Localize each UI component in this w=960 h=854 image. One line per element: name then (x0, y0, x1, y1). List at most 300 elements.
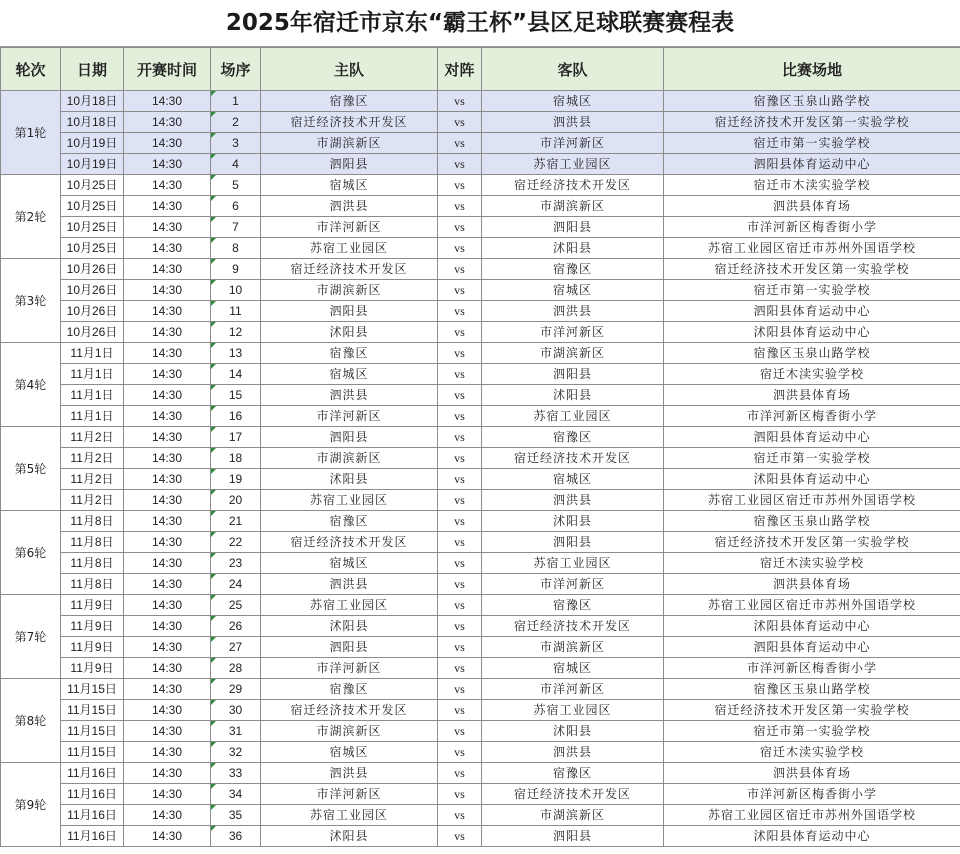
venue-cell[interactable]: 宿迁经济技术开发区第一实验学校 (664, 700, 960, 721)
match-no-cell[interactable]: 26 (211, 616, 261, 637)
match-no-cell[interactable]: 28 (211, 658, 261, 679)
match-no-cell[interactable]: 2 (211, 112, 261, 133)
away-team-cell[interactable]: 市洋河新区 (482, 574, 664, 595)
home-team-cell[interactable]: 宿豫区 (261, 679, 438, 700)
match-no-cell[interactable]: 32 (211, 742, 261, 763)
venue-cell[interactable]: 泗阳县体育运动中心 (664, 637, 960, 658)
vs-cell[interactable]: vs (438, 406, 482, 427)
home-team-cell[interactable]: 市洋河新区 (261, 217, 438, 238)
vs-cell[interactable]: vs (438, 616, 482, 637)
vs-cell[interactable]: vs (438, 175, 482, 196)
away-team-cell[interactable]: 宿城区 (482, 280, 664, 301)
match-no-cell[interactable]: 31 (211, 721, 261, 742)
time-cell[interactable]: 14:30 (124, 700, 211, 721)
date-cell[interactable]: 11月15日 (61, 742, 124, 763)
match-no-cell[interactable]: 15 (211, 385, 261, 406)
header-match-no[interactable]: 场序 (211, 48, 261, 91)
table-row (1, 658, 960, 679)
date-cell[interactable]: 10月25日 (61, 217, 124, 238)
table-row (1, 175, 960, 196)
venue-cell[interactable]: 泗阳县体育运动中心 (664, 154, 960, 175)
vs-cell[interactable]: vs (438, 511, 482, 532)
away-team-cell[interactable]: 宿迁经济技术开发区 (482, 448, 664, 469)
match-no-cell[interactable]: 8 (211, 238, 261, 259)
time-cell[interactable]: 14:30 (124, 154, 211, 175)
match-no-cell[interactable]: 27 (211, 637, 261, 658)
header-date[interactable]: 日期 (61, 48, 124, 91)
vs-cell[interactable]: vs (438, 532, 482, 553)
date-cell[interactable]: 11月15日 (61, 700, 124, 721)
away-team-cell[interactable]: 泗阳县 (482, 826, 664, 847)
venue-cell[interactable]: 苏宿工业园区宿迁市苏州外国语学校 (664, 805, 960, 826)
away-team-cell[interactable]: 泗阳县 (482, 532, 664, 553)
time-cell[interactable]: 14:30 (124, 322, 211, 343)
away-team-cell[interactable]: 泗洪县 (482, 742, 664, 763)
venue-cell[interactable]: 宿迁经济技术开发区第一实验学校 (664, 532, 960, 553)
date-cell[interactable]: 10月26日 (61, 301, 124, 322)
venue-cell[interactable]: 沭阳县体育运动中心 (664, 469, 960, 490)
time-cell[interactable]: 14:30 (124, 469, 211, 490)
home-team-cell[interactable]: 泗阳县 (261, 301, 438, 322)
table-row (1, 679, 960, 700)
venue-cell[interactable]: 宿迁市第一实验学校 (664, 280, 960, 301)
table-row (1, 133, 960, 154)
match-no-cell[interactable]: 1 (211, 91, 261, 112)
date-cell[interactable]: 10月19日 (61, 154, 124, 175)
away-team-cell[interactable]: 苏宿工业园区 (482, 700, 664, 721)
match-no-cell[interactable]: 9 (211, 259, 261, 280)
time-cell[interactable]: 14:30 (124, 448, 211, 469)
home-team-cell[interactable]: 苏宿工业园区 (261, 595, 438, 616)
date-cell[interactable]: 11月9日 (61, 658, 124, 679)
header-away[interactable]: 客队 (482, 48, 664, 91)
away-team-cell[interactable]: 苏宿工业园区 (482, 154, 664, 175)
venue-cell[interactable]: 宿迁经济技术开发区第一实验学校 (664, 112, 960, 133)
venue-cell[interactable]: 沭阳县体育运动中心 (664, 322, 960, 343)
table-row (1, 406, 960, 427)
home-team-cell[interactable]: 沭阳县 (261, 616, 438, 637)
away-team-cell[interactable]: 宿豫区 (482, 259, 664, 280)
home-team-cell[interactable]: 宿迁经济技术开发区 (261, 112, 438, 133)
venue-cell[interactable]: 宿迁木渎实验学校 (664, 553, 960, 574)
header-row (1, 48, 960, 91)
home-team-cell[interactable]: 市洋河新区 (261, 406, 438, 427)
away-team-cell[interactable]: 市湖滨新区 (482, 637, 664, 658)
home-team-cell[interactable]: 苏宿工业园区 (261, 238, 438, 259)
round-cell[interactable]: 第1轮 (1, 91, 61, 175)
venue-cell[interactable]: 市洋河新区梅香街小学 (664, 658, 960, 679)
date-cell[interactable]: 11月1日 (61, 343, 124, 364)
time-cell[interactable]: 14:30 (124, 763, 211, 784)
match-no-cell[interactable]: 18 (211, 448, 261, 469)
match-no-cell[interactable]: 34 (211, 784, 261, 805)
vs-cell[interactable]: vs (438, 658, 482, 679)
time-cell[interactable]: 14:30 (124, 826, 211, 847)
home-team-cell[interactable]: 宿迁经济技术开发区 (261, 259, 438, 280)
time-cell[interactable]: 14:30 (124, 574, 211, 595)
vs-cell[interactable]: vs (438, 469, 482, 490)
table-row (1, 322, 960, 343)
vs-cell[interactable]: vs (438, 196, 482, 217)
vs-cell[interactable]: vs (438, 574, 482, 595)
match-no-cell[interactable]: 19 (211, 469, 261, 490)
match-no-cell[interactable]: 16 (211, 406, 261, 427)
home-team-cell[interactable]: 市湖滨新区 (261, 280, 438, 301)
time-cell[interactable]: 14:30 (124, 742, 211, 763)
away-team-cell[interactable]: 泗阳县 (482, 364, 664, 385)
venue-cell[interactable]: 沭阳县体育运动中心 (664, 826, 960, 847)
date-cell[interactable]: 10月18日 (61, 91, 124, 112)
date-cell[interactable]: 11月8日 (61, 553, 124, 574)
venue-cell[interactable]: 泗阳县体育运动中心 (664, 427, 960, 448)
match-no-cell[interactable]: 5 (211, 175, 261, 196)
home-team-cell[interactable]: 市湖滨新区 (261, 133, 438, 154)
match-no-cell[interactable]: 20 (211, 490, 261, 511)
vs-cell[interactable]: vs (438, 784, 482, 805)
date-cell[interactable]: 10月25日 (61, 175, 124, 196)
table-row (1, 763, 960, 784)
time-cell[interactable]: 14:30 (124, 616, 211, 637)
vs-cell[interactable]: vs (438, 448, 482, 469)
schedule-table (0, 47, 960, 847)
date-cell[interactable]: 11月9日 (61, 637, 124, 658)
vs-cell[interactable]: vs (438, 805, 482, 826)
venue-cell[interactable]: 宿豫区玉泉山路学校 (664, 343, 960, 364)
date-cell[interactable]: 11月2日 (61, 427, 124, 448)
match-no-cell[interactable]: 30 (211, 700, 261, 721)
vs-cell[interactable]: vs (438, 553, 482, 574)
date-cell[interactable]: 11月2日 (61, 490, 124, 511)
home-team-cell[interactable]: 宿豫区 (261, 511, 438, 532)
home-team-cell[interactable]: 市洋河新区 (261, 784, 438, 805)
home-team-cell[interactable]: 泗阳县 (261, 637, 438, 658)
table-row (1, 448, 960, 469)
vs-cell[interactable]: vs (438, 826, 482, 847)
table-row (1, 616, 960, 637)
venue-cell[interactable]: 宿豫区玉泉山路学校 (664, 91, 960, 112)
table-row (1, 364, 960, 385)
away-team-cell[interactable]: 苏宿工业园区 (482, 553, 664, 574)
time-cell[interactable]: 14:30 (124, 658, 211, 679)
date-cell[interactable]: 10月18日 (61, 112, 124, 133)
home-team-cell[interactable]: 宿豫区 (261, 343, 438, 364)
away-team-cell[interactable]: 市洋河新区 (482, 679, 664, 700)
venue-cell[interactable]: 泗洪县体育场 (664, 196, 960, 217)
away-team-cell[interactable]: 市湖滨新区 (482, 343, 664, 364)
vs-cell[interactable]: vs (438, 364, 482, 385)
date-cell[interactable]: 11月2日 (61, 469, 124, 490)
venue-cell[interactable]: 宿迁市第一实验学校 (664, 133, 960, 154)
header-round[interactable]: 轮次 (1, 48, 61, 91)
vs-cell[interactable]: vs (438, 259, 482, 280)
time-cell[interactable]: 14:30 (124, 343, 211, 364)
time-cell[interactable]: 14:30 (124, 511, 211, 532)
date-cell[interactable]: 10月25日 (61, 196, 124, 217)
away-team-cell[interactable]: 宿迁经济技术开发区 (482, 616, 664, 637)
away-team-cell[interactable]: 泗洪县 (482, 301, 664, 322)
vs-cell[interactable]: vs (438, 133, 482, 154)
away-team-cell[interactable]: 市洋河新区 (482, 133, 664, 154)
away-team-cell[interactable]: 宿豫区 (482, 595, 664, 616)
vs-cell[interactable]: vs (438, 721, 482, 742)
date-cell[interactable]: 11月16日 (61, 763, 124, 784)
home-team-cell[interactable]: 宿城区 (261, 553, 438, 574)
venue-cell[interactable]: 市洋河新区梅香街小学 (664, 217, 960, 238)
away-team-cell[interactable]: 泗洪县 (482, 490, 664, 511)
time-cell[interactable]: 14:30 (124, 490, 211, 511)
date-cell[interactable]: 11月2日 (61, 448, 124, 469)
round-cell[interactable]: 第6轮 (1, 511, 61, 595)
header-vs[interactable]: 对阵 (438, 48, 482, 91)
match-no-cell[interactable]: 36 (211, 826, 261, 847)
table-row (1, 91, 960, 112)
venue-cell[interactable]: 宿豫区玉泉山路学校 (664, 511, 960, 532)
vs-cell[interactable]: vs (438, 700, 482, 721)
time-cell[interactable]: 14:30 (124, 406, 211, 427)
date-cell[interactable]: 11月16日 (61, 784, 124, 805)
home-team-cell[interactable]: 宿城区 (261, 364, 438, 385)
match-no-cell[interactable]: 11 (211, 301, 261, 322)
match-no-cell[interactable]: 4 (211, 154, 261, 175)
table-row (1, 154, 960, 175)
venue-cell[interactable]: 宿迁木渎实验学校 (664, 364, 960, 385)
time-cell[interactable]: 14:30 (124, 280, 211, 301)
away-team-cell[interactable]: 苏宿工业园区 (482, 406, 664, 427)
vs-cell[interactable]: vs (438, 490, 482, 511)
time-cell[interactable]: 14:30 (124, 532, 211, 553)
home-team-cell[interactable]: 宿迁经济技术开发区 (261, 700, 438, 721)
time-cell[interactable]: 14:30 (124, 133, 211, 154)
round-cell[interactable]: 第2轮 (1, 175, 61, 259)
date-cell[interactable]: 11月15日 (61, 721, 124, 742)
time-cell[interactable]: 14:30 (124, 112, 211, 133)
time-cell[interactable]: 14:30 (124, 91, 211, 112)
round-cell[interactable]: 第5轮 (1, 427, 61, 511)
date-cell[interactable]: 10月19日 (61, 133, 124, 154)
venue-cell[interactable]: 沭阳县体育运动中心 (664, 616, 960, 637)
home-team-cell[interactable]: 泗洪县 (261, 574, 438, 595)
table-row (1, 784, 960, 805)
time-cell[interactable]: 14:30 (124, 721, 211, 742)
vs-cell[interactable]: vs (438, 238, 482, 259)
date-cell[interactable]: 11月8日 (61, 532, 124, 553)
match-no-cell[interactable]: 12 (211, 322, 261, 343)
match-no-cell[interactable]: 29 (211, 679, 261, 700)
header-venue[interactable]: 比赛场地 (664, 48, 960, 91)
date-cell[interactable]: 11月1日 (61, 385, 124, 406)
home-team-cell[interactable]: 宿城区 (261, 742, 438, 763)
match-no-cell[interactable]: 33 (211, 763, 261, 784)
date-cell[interactable]: 11月1日 (61, 364, 124, 385)
table-row (1, 574, 960, 595)
date-cell[interactable]: 11月16日 (61, 826, 124, 847)
round-cell[interactable]: 第4轮 (1, 343, 61, 427)
time-cell[interactable]: 14:30 (124, 238, 211, 259)
table-row (1, 511, 960, 532)
time-cell[interactable]: 14:30 (124, 595, 211, 616)
venue-cell[interactable]: 宿豫区玉泉山路学校 (664, 679, 960, 700)
table-row (1, 637, 960, 658)
date-cell[interactable]: 10月26日 (61, 280, 124, 301)
time-cell[interactable]: 14:30 (124, 196, 211, 217)
date-cell[interactable]: 11月9日 (61, 616, 124, 637)
time-cell[interactable]: 14:30 (124, 175, 211, 196)
time-cell[interactable]: 14:30 (124, 679, 211, 700)
home-team-cell[interactable]: 沭阳县 (261, 322, 438, 343)
table-row (1, 721, 960, 742)
vs-cell[interactable]: vs (438, 343, 482, 364)
vs-cell[interactable]: vs (438, 91, 482, 112)
table-row (1, 553, 960, 574)
home-team-cell[interactable]: 泗洪县 (261, 763, 438, 784)
away-team-cell[interactable]: 市洋河新区 (482, 322, 664, 343)
venue-cell[interactable]: 宿迁经济技术开发区第一实验学校 (664, 259, 960, 280)
away-team-cell[interactable]: 沭阳县 (482, 511, 664, 532)
venue-cell[interactable]: 宿迁市第一实验学校 (664, 721, 960, 742)
date-cell[interactable]: 10月26日 (61, 259, 124, 280)
home-team-cell[interactable]: 苏宿工业园区 (261, 490, 438, 511)
table-row (1, 532, 960, 553)
time-cell[interactable]: 14:30 (124, 637, 211, 658)
away-team-cell[interactable]: 沭阳县 (482, 385, 664, 406)
table-row (1, 826, 960, 847)
away-team-cell[interactable]: 宿城区 (482, 469, 664, 490)
venue-cell[interactable]: 市洋河新区梅香街小学 (664, 784, 960, 805)
header-time[interactable]: 开赛时间 (124, 48, 211, 91)
vs-cell[interactable]: vs (438, 637, 482, 658)
away-team-cell[interactable]: 宿豫区 (482, 427, 664, 448)
away-team-cell[interactable]: 宿豫区 (482, 763, 664, 784)
home-team-cell[interactable]: 泗阳县 (261, 154, 438, 175)
table-row (1, 595, 960, 616)
away-team-cell[interactable]: 市湖滨新区 (482, 805, 664, 826)
away-team-cell[interactable]: 泗阳县 (482, 217, 664, 238)
table-row (1, 238, 960, 259)
match-no-cell[interactable]: 22 (211, 532, 261, 553)
table-row (1, 490, 960, 511)
venue-cell[interactable]: 市洋河新区梅香街小学 (664, 406, 960, 427)
round-cell[interactable]: 第7轮 (1, 595, 61, 679)
away-team-cell[interactable]: 宿迁经济技术开发区 (482, 784, 664, 805)
time-cell[interactable]: 14:30 (124, 427, 211, 448)
date-cell[interactable]: 11月1日 (61, 406, 124, 427)
vs-cell[interactable]: vs (438, 280, 482, 301)
time-cell[interactable]: 14:30 (124, 364, 211, 385)
match-no-cell[interactable]: 21 (211, 511, 261, 532)
round-cell[interactable]: 第9轮 (1, 763, 61, 847)
match-no-cell[interactable]: 23 (211, 553, 261, 574)
vs-cell[interactable]: vs (438, 595, 482, 616)
date-cell[interactable]: 11月8日 (61, 574, 124, 595)
vs-cell[interactable]: vs (438, 385, 482, 406)
away-team-cell[interactable]: 沭阳县 (482, 721, 664, 742)
venue-cell[interactable]: 宿迁木渎实验学校 (664, 742, 960, 763)
vs-cell[interactable]: vs (438, 427, 482, 448)
venue-cell[interactable]: 苏宿工业园区宿迁市苏州外国语学校 (664, 490, 960, 511)
venue-cell[interactable]: 宿迁市第一实验学校 (664, 448, 960, 469)
time-cell[interactable]: 14:30 (124, 553, 211, 574)
match-no-cell[interactable]: 24 (211, 574, 261, 595)
match-no-cell[interactable]: 17 (211, 427, 261, 448)
home-team-cell[interactable]: 泗洪县 (261, 196, 438, 217)
home-team-cell[interactable]: 市湖滨新区 (261, 721, 438, 742)
date-cell[interactable]: 11月8日 (61, 511, 124, 532)
table-row (1, 196, 960, 217)
venue-cell[interactable]: 泗阳县体育运动中心 (664, 301, 960, 322)
sheet-title: 2025年宿迁市京东“霸王杯”县区足球联赛赛程表 (0, 0, 960, 47)
home-team-cell[interactable]: 沭阳县 (261, 826, 438, 847)
vs-cell[interactable]: vs (438, 322, 482, 343)
header-home[interactable]: 主队 (261, 48, 438, 91)
time-cell[interactable]: 14:30 (124, 301, 211, 322)
away-team-cell[interactable]: 沭阳县 (482, 238, 664, 259)
venue-cell[interactable]: 苏宿工业园区宿迁市苏州外国语学校 (664, 238, 960, 259)
table-row (1, 301, 960, 322)
match-no-cell[interactable]: 10 (211, 280, 261, 301)
home-team-cell[interactable]: 宿迁经济技术开发区 (261, 532, 438, 553)
time-cell[interactable]: 14:30 (124, 805, 211, 826)
time-cell[interactable]: 14:30 (124, 784, 211, 805)
away-team-cell[interactable]: 宿迁经济技术开发区 (482, 175, 664, 196)
home-team-cell[interactable]: 泗阳县 (261, 427, 438, 448)
away-team-cell[interactable]: 宿城区 (482, 658, 664, 679)
venue-cell[interactable]: 泗洪县体育场 (664, 385, 960, 406)
home-team-cell[interactable]: 苏宿工业园区 (261, 805, 438, 826)
home-team-cell[interactable]: 市洋河新区 (261, 658, 438, 679)
match-no-cell[interactable]: 14 (211, 364, 261, 385)
table-row (1, 112, 960, 133)
table-row (1, 280, 960, 301)
round-cell[interactable]: 第8轮 (1, 679, 61, 763)
venue-cell[interactable]: 泗洪县体育场 (664, 574, 960, 595)
venue-cell[interactable]: 苏宿工业园区宿迁市苏州外国语学校 (664, 595, 960, 616)
home-team-cell[interactable]: 宿城区 (261, 175, 438, 196)
match-no-cell[interactable]: 6 (211, 196, 261, 217)
vs-cell[interactable]: vs (438, 301, 482, 322)
date-cell[interactable]: 11月15日 (61, 679, 124, 700)
match-no-cell[interactable]: 3 (211, 133, 261, 154)
date-cell[interactable]: 10月26日 (61, 322, 124, 343)
date-cell[interactable]: 10月25日 (61, 238, 124, 259)
home-team-cell[interactable]: 沭阳县 (261, 469, 438, 490)
vs-cell[interactable]: vs (438, 217, 482, 238)
time-cell[interactable]: 14:30 (124, 385, 211, 406)
vs-cell[interactable]: vs (438, 112, 482, 133)
time-cell[interactable]: 14:30 (124, 259, 211, 280)
home-team-cell[interactable]: 市湖滨新区 (261, 448, 438, 469)
match-no-cell[interactable]: 7 (211, 217, 261, 238)
time-cell[interactable]: 14:30 (124, 217, 211, 238)
venue-cell[interactable]: 宿迁市木渎实验学校 (664, 175, 960, 196)
vs-cell[interactable]: vs (438, 742, 482, 763)
home-team-cell[interactable]: 泗洪县 (261, 385, 438, 406)
vs-cell[interactable]: vs (438, 763, 482, 784)
home-team-cell[interactable]: 宿豫区 (261, 91, 438, 112)
round-cell[interactable]: 第3轮 (1, 259, 61, 343)
venue-cell[interactable]: 泗洪县体育场 (664, 763, 960, 784)
match-no-cell[interactable]: 25 (211, 595, 261, 616)
vs-cell[interactable]: vs (438, 154, 482, 175)
away-team-cell[interactable]: 宿城区 (482, 91, 664, 112)
away-team-cell[interactable]: 泗洪县 (482, 112, 664, 133)
away-team-cell[interactable]: 市湖滨新区 (482, 196, 664, 217)
match-no-cell[interactable]: 13 (211, 343, 261, 364)
date-cell[interactable]: 11月9日 (61, 595, 124, 616)
table-row (1, 805, 960, 826)
match-no-cell[interactable]: 35 (211, 805, 261, 826)
vs-cell[interactable]: vs (438, 679, 482, 700)
date-cell[interactable]: 11月16日 (61, 805, 124, 826)
